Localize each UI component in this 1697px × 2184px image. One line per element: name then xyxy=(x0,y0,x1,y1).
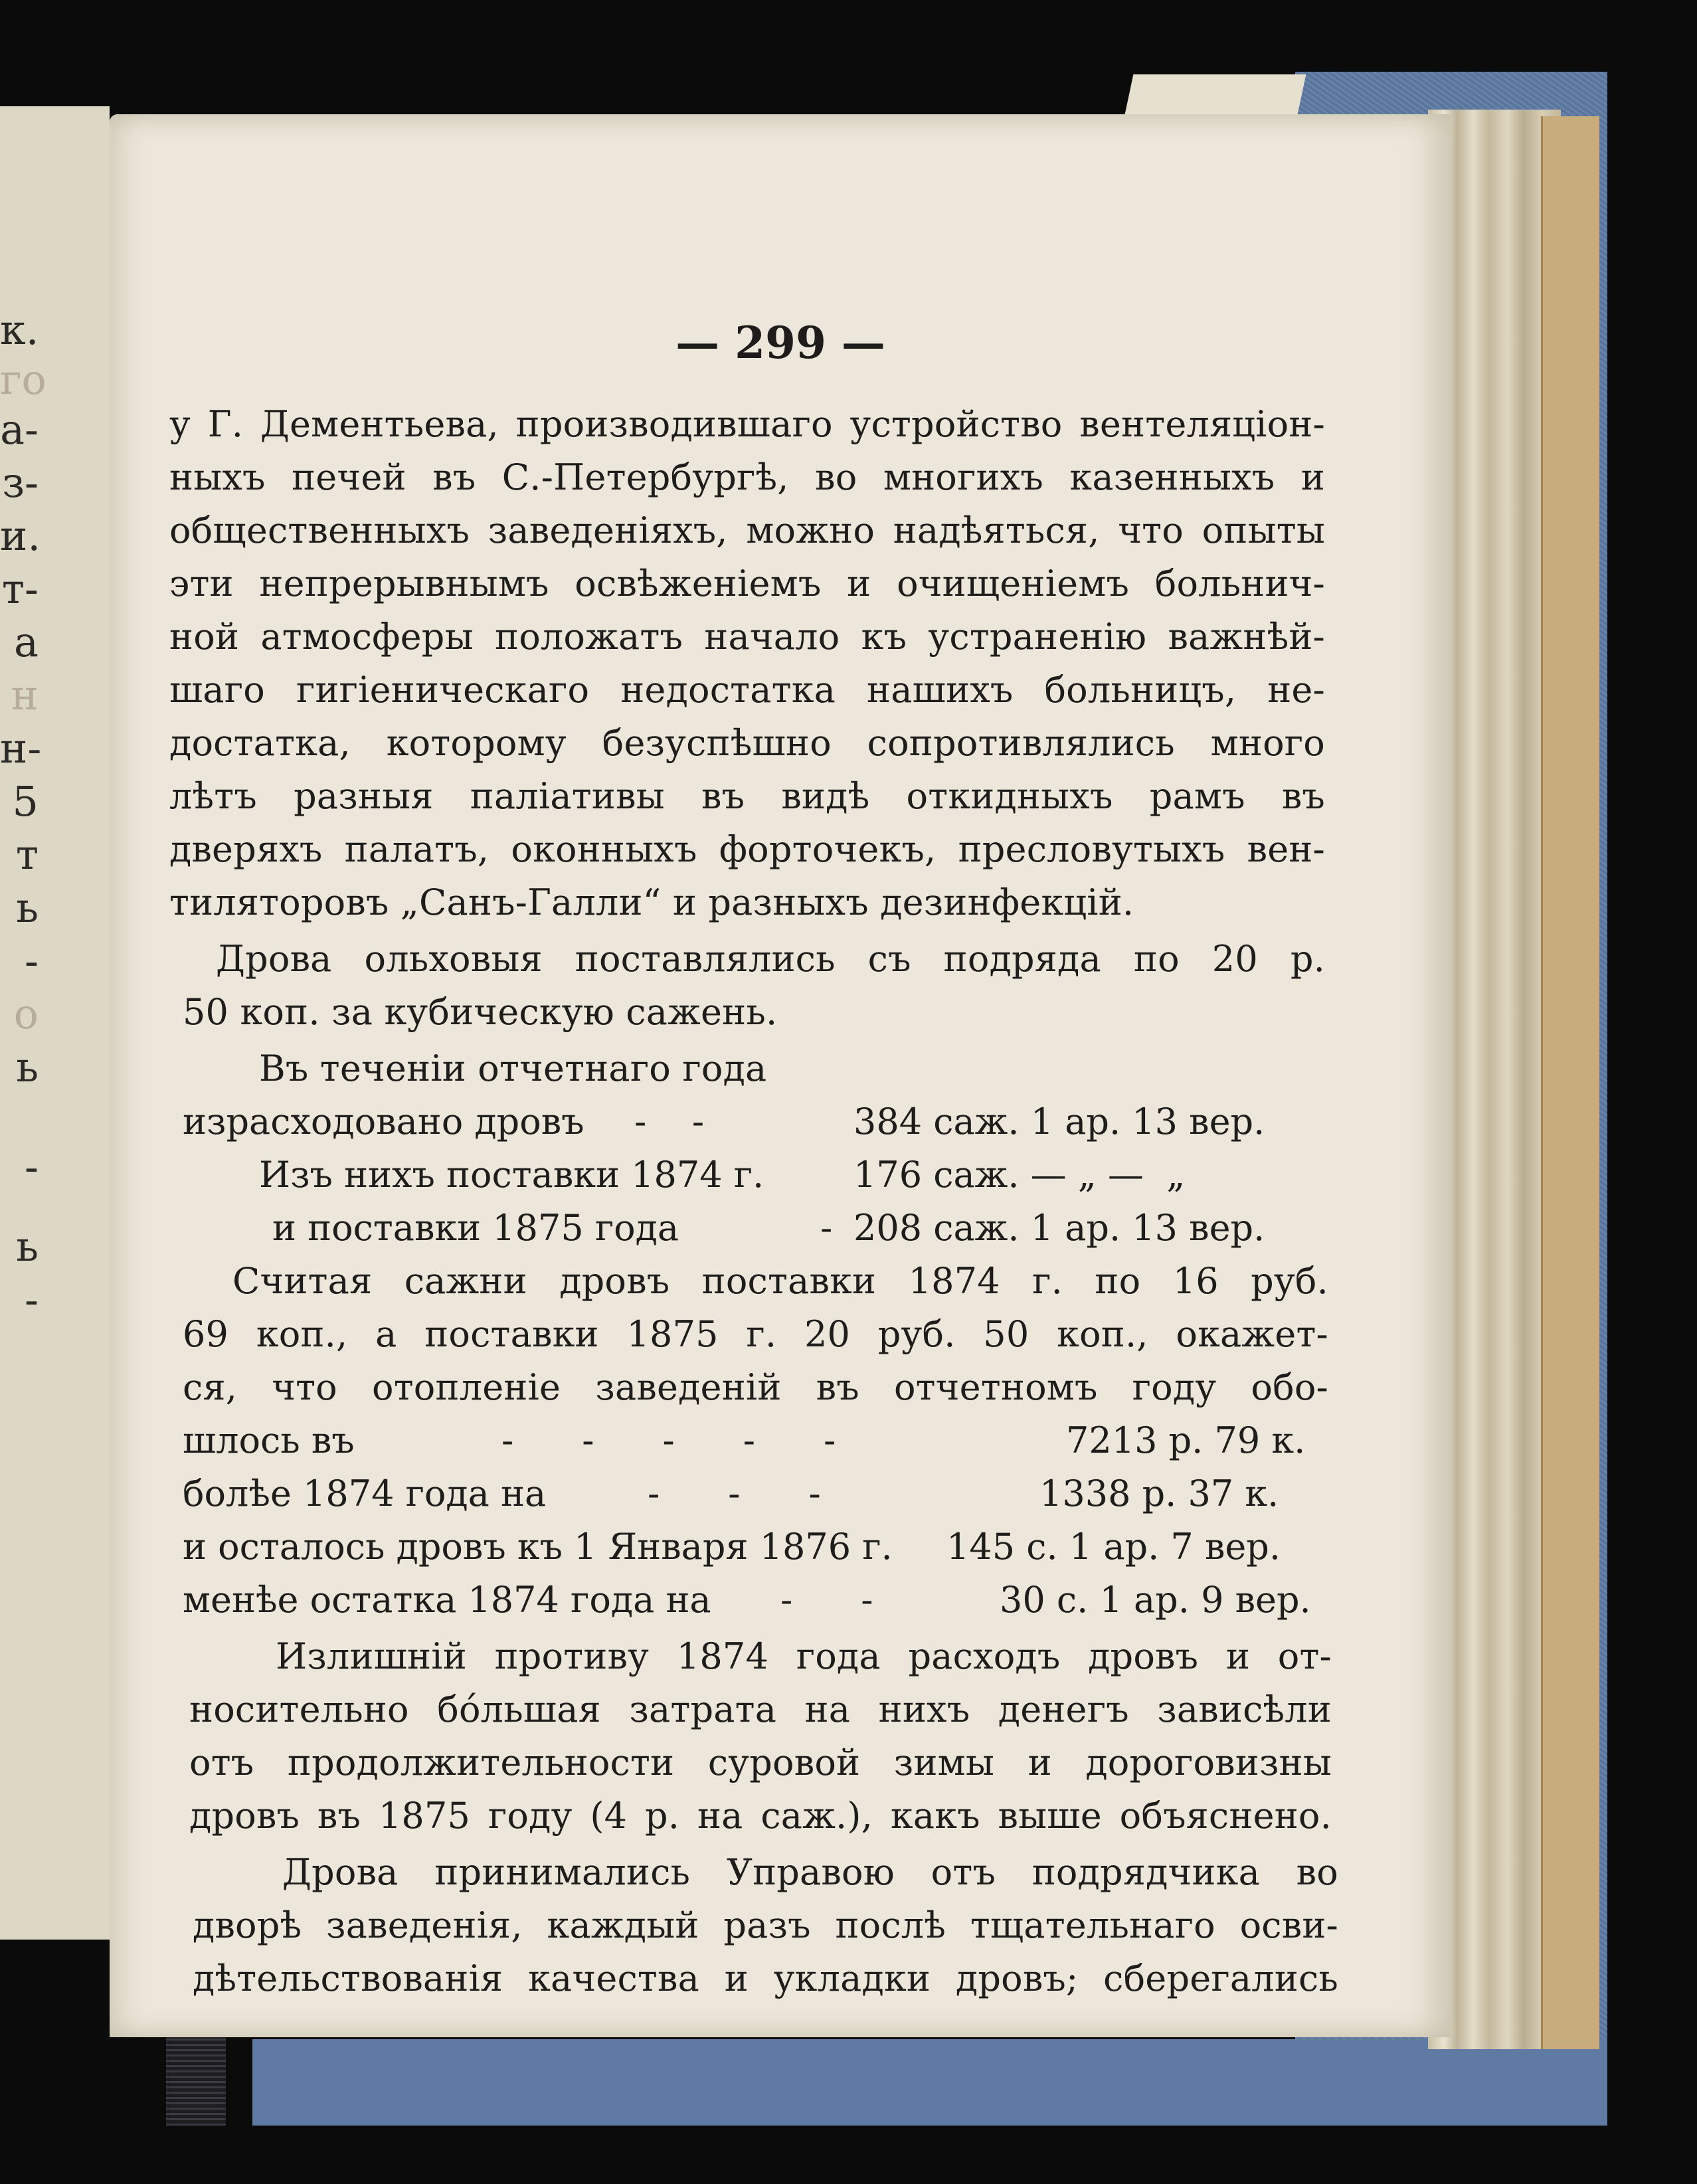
fragment: 5 xyxy=(12,777,39,826)
book-cover-bottom xyxy=(252,2039,1607,2126)
fragment: т xyxy=(15,830,39,879)
fragment: к. xyxy=(0,306,39,354)
row-label: болѣе 1874 года на xyxy=(183,1473,547,1514)
text-line: 50 коп. за кубическую сажень. xyxy=(183,991,778,1033)
text-line: эти непрерывнымъ освѣженіемъ и очищеніемъ больнич- xyxy=(169,563,1325,604)
row-dashes: - - xyxy=(634,1101,705,1142)
back-page-corner xyxy=(1125,74,1306,114)
consumption-1875-row xyxy=(183,1205,1325,1251)
book-page xyxy=(110,114,1451,2037)
text-line: носительно бо́льшая затрата на нихъ денегъ зависѣли xyxy=(189,1688,1332,1730)
page-number: — 299 — xyxy=(675,317,885,369)
fragment: - xyxy=(25,937,39,985)
text-line: Считая сажни дровъ поставки 1874 г. по 16 руб. xyxy=(232,1260,1328,1302)
text-line: дровъ въ 1875 году (4 р. на саж.), какъ выше объяснено. xyxy=(189,1795,1332,1837)
cost-more-row xyxy=(183,1471,1328,1517)
row-value: 384 саж. 1 ар. 13 вер. xyxy=(853,1101,1265,1142)
row-label: и поставки 1875 года xyxy=(272,1207,679,1249)
row-label: Изъ нихъ поставки 1874 г. xyxy=(259,1154,764,1196)
text-line: тиляторовъ „Санъ-Галли“ и разныхъ дезинфекцій. xyxy=(169,881,1134,923)
remainder-less-row xyxy=(183,1577,1328,1623)
text-line: отъ продолжительности суровой зимы и дороговизны xyxy=(189,1742,1332,1783)
fragment: ь xyxy=(16,883,39,932)
text-line: ной атмосферы положатъ начало къ устраненію важнѣй- xyxy=(169,616,1325,658)
fragment: и. xyxy=(0,511,41,560)
text-line: достатка, которому безуспѣшно сопротивлялись много xyxy=(169,722,1325,764)
row-label: израсходовано дровъ xyxy=(183,1101,584,1142)
facing-page-fragments xyxy=(0,106,110,1940)
text-line: шаго гигіеническаго недостатка нашихъ больницъ, не- xyxy=(169,669,1325,711)
fragment: а xyxy=(14,618,39,666)
row-dashes: - - - - - xyxy=(501,1419,836,1461)
remainder-row xyxy=(183,1524,1328,1570)
row-dashes: - - xyxy=(780,1579,873,1621)
row-value: 1338 р. 37 к. xyxy=(1039,1473,1279,1514)
consumption-intro: Въ теченіи отчетнаго года xyxy=(259,1047,767,1089)
text-line: ныхъ печей въ С.-Петербургѣ, во многихъ казенныхъ и xyxy=(169,456,1325,498)
row-dashes: - - - xyxy=(648,1473,821,1514)
text-line: ся, что отопленіе заведеній въ отчетномъ году обо- xyxy=(183,1366,1328,1408)
row-value: 7213 р. 79 к. xyxy=(1066,1419,1306,1461)
row-label: и осталось дровъ къ 1 Января 1876 г. xyxy=(183,1526,893,1568)
text-line: Излишній противу 1874 года расходъ дровъ и от- xyxy=(276,1635,1332,1677)
text-line: Дрова ольховыя поставлялись съ подряда по 20 р. xyxy=(216,938,1325,980)
text-line: 69 коп., а поставки 1875 г. 20 руб. 50 коп., окажет- xyxy=(183,1313,1328,1355)
fragment: з- xyxy=(2,458,39,507)
fragment: а- xyxy=(0,405,39,454)
text-line: у Г. Дементьева, производившаго устройство вентеляціон- xyxy=(169,403,1325,445)
text-line: общественныхъ заведеніяхъ, можно надѣяться, что опыты xyxy=(169,509,1325,551)
row-value: 208 саж. 1 ар. 13 вер. xyxy=(853,1207,1265,1249)
consumption-total-row xyxy=(183,1099,1325,1145)
text-line: дѣтельствованія качества и укладки дровъ; сберегались xyxy=(193,1957,1338,1999)
row-value: 176 саж. — „ — „ xyxy=(853,1154,1186,1196)
row-dashes: - xyxy=(820,1207,833,1249)
cover-board xyxy=(1541,116,1599,2049)
text-line: Дрова принимались Управою отъ подрядчика во xyxy=(282,1851,1338,1893)
fragment: о xyxy=(13,990,39,1038)
row-label: шлось въ xyxy=(183,1419,355,1461)
fragment: - xyxy=(25,1275,39,1324)
text-line: лѣтъ разныя паліативы въ видѣ откидныхъ рамъ въ xyxy=(169,775,1325,817)
fragment: ь xyxy=(16,1043,39,1091)
cost-total-row xyxy=(183,1417,1328,1464)
text-line: дверяхъ палатъ, оконныхъ форточекъ, пресловутыхъ вен- xyxy=(169,828,1325,870)
text-line: дворѣ заведенія, каждый разъ послѣ тщательнаго осви- xyxy=(193,1904,1338,1946)
row-label: менѣе остатка 1874 года на xyxy=(183,1579,711,1621)
fragment: т- xyxy=(1,565,39,613)
fragment: го xyxy=(0,355,46,404)
consumption-1874-row xyxy=(183,1152,1325,1198)
fragment: н xyxy=(11,671,39,719)
fragment: - xyxy=(25,1142,39,1191)
row-value: 30 с. 1 ар. 9 вер. xyxy=(1000,1579,1311,1621)
fragment: ь xyxy=(16,1222,39,1271)
row-value: 145 с. 1 ар. 7 вер. xyxy=(946,1526,1281,1568)
facing-page xyxy=(0,106,110,1940)
fragment: н- xyxy=(0,724,42,773)
